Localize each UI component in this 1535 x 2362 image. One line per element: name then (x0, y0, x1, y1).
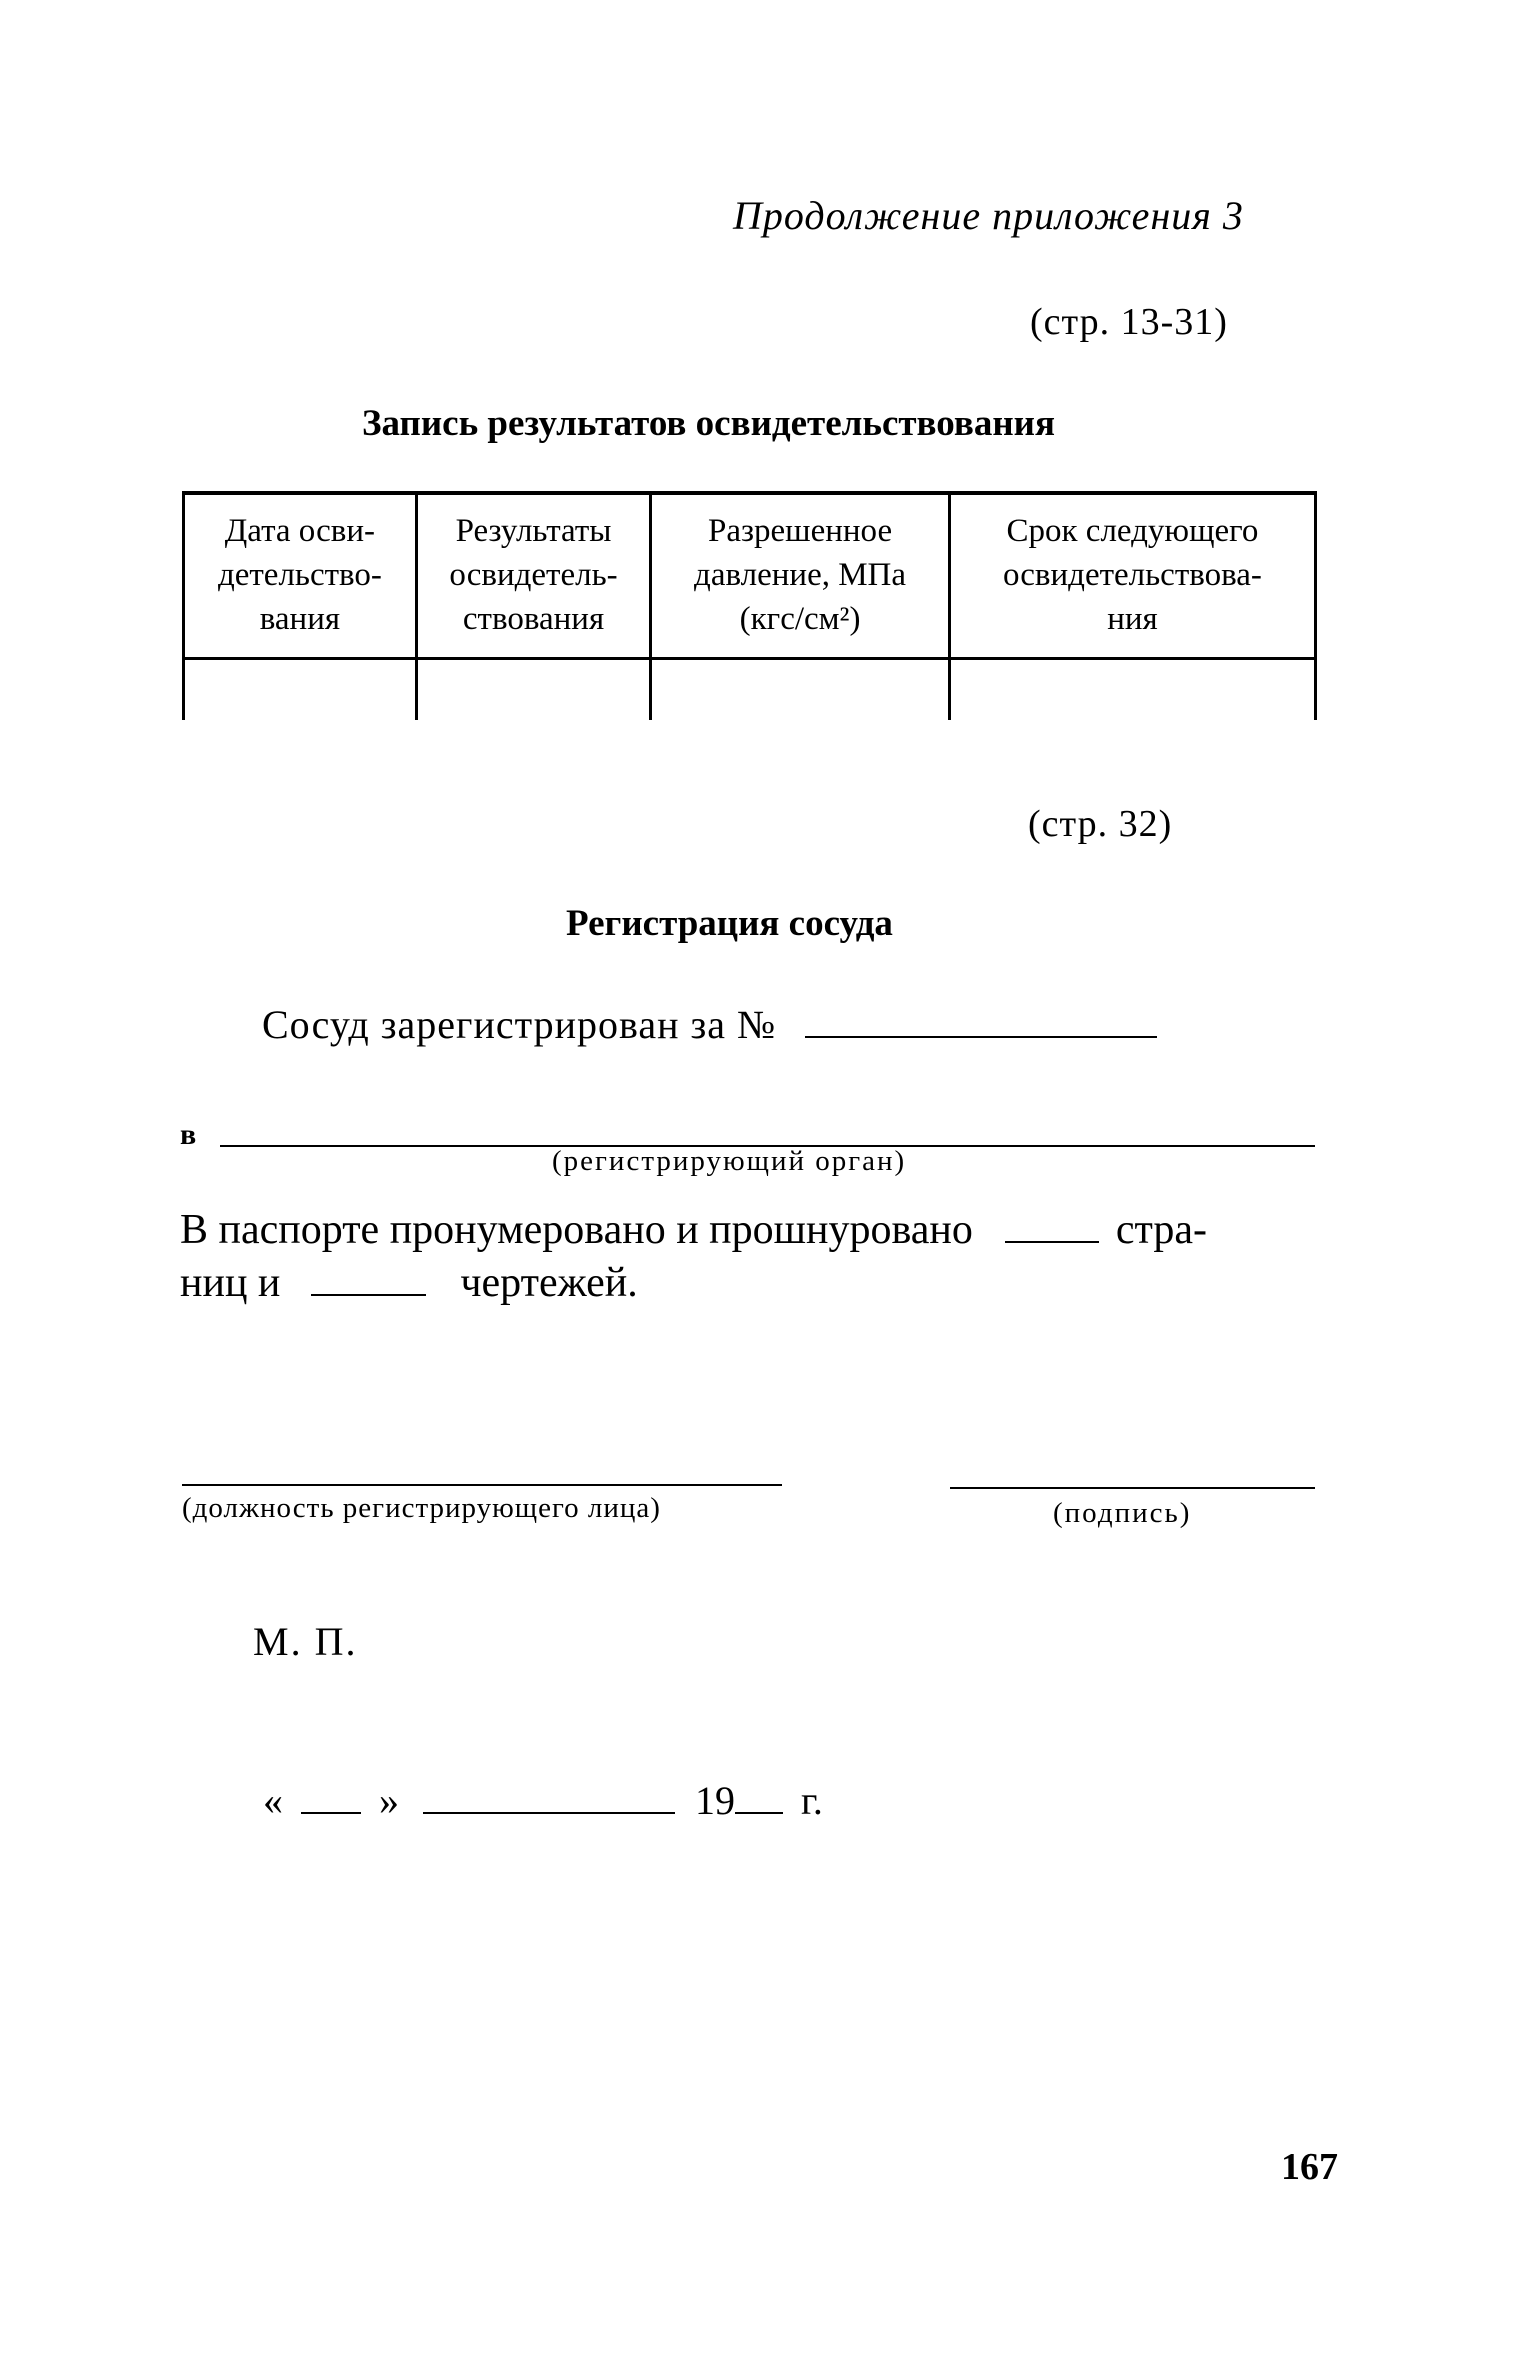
empty-cell (651, 659, 950, 721)
pages-count-blank (1005, 1205, 1099, 1243)
page-reference-13-31: (стр. 13-31) (1030, 301, 1228, 343)
header-line: давление, МПа (694, 557, 907, 593)
column-header-permitted-pressure (651, 493, 950, 659)
drawings-label: чертежей. (460, 1260, 638, 1306)
day-blank (301, 1776, 361, 1814)
header-line: Результаты (455, 513, 612, 549)
registration-number-line (262, 1000, 1157, 1048)
in-label: в (180, 1118, 197, 1151)
year-blank (735, 1776, 783, 1814)
section-title-vessel-registration: Регистрация сосуда (566, 903, 893, 944)
header-line: Дата осви- (224, 513, 376, 549)
header-line: освидетельствова- (1002, 557, 1262, 593)
passport-drawings-line (180, 1258, 638, 1307)
passport-text: В паспорте пронумеровано и прошнуровано (180, 1207, 973, 1253)
column-header-inspection-date (184, 493, 417, 659)
header-line: Разрешенное (707, 513, 893, 549)
header-line: ния (1107, 601, 1158, 637)
stamp-place-label: М. П. (253, 1619, 358, 1664)
date-open-quote: « (263, 1778, 283, 1823)
passport-text-continued: ниц и (180, 1260, 281, 1306)
column-header-inspection-results (416, 493, 650, 659)
registering-authority-caption: (регистрирующий орган) (552, 1145, 907, 1177)
table-header-row (184, 493, 1316, 659)
inspection-results-table (182, 491, 1317, 720)
section-title-inspection-results: Запись результатов освидетельствования (362, 403, 1055, 444)
date-close-quote: » (379, 1778, 399, 1823)
registration-number-blank (805, 1000, 1157, 1038)
header-line: детельство- (217, 557, 382, 593)
date-line (263, 1776, 823, 1824)
continuation-heading: Продолжение приложения 3 (733, 193, 1244, 238)
header-line: (кгс/см²) (739, 601, 861, 637)
empty-cell (416, 659, 650, 721)
year-prefix: 19 (695, 1778, 735, 1823)
position-blank (182, 1484, 782, 1486)
empty-cell (949, 659, 1315, 721)
passport-text-hyphenated: стра- (1115, 1207, 1208, 1253)
header-line: освидетель- (449, 557, 618, 593)
page-number: 167 (1281, 2146, 1338, 2188)
empty-cell (184, 659, 417, 721)
position-caption: (должность регистрирующего лица) (182, 1492, 661, 1524)
header-line: ствования (462, 601, 605, 637)
page-reference-32: (стр. 32) (1028, 803, 1173, 845)
year-suffix: г. (801, 1778, 823, 1823)
month-blank (423, 1776, 675, 1814)
drawings-count-blank (311, 1258, 426, 1296)
passport-pages-line (180, 1205, 1207, 1254)
table-row (184, 659, 1316, 721)
signature-caption: (подпись) (1053, 1497, 1192, 1529)
signature-blank (950, 1487, 1315, 1489)
header-line: Срок следующего (1006, 513, 1259, 549)
column-header-next-inspection-date (949, 493, 1315, 659)
header-line: вания (259, 601, 341, 637)
registration-number-label: Сосуд зарегистрирован за № (262, 1002, 777, 1047)
